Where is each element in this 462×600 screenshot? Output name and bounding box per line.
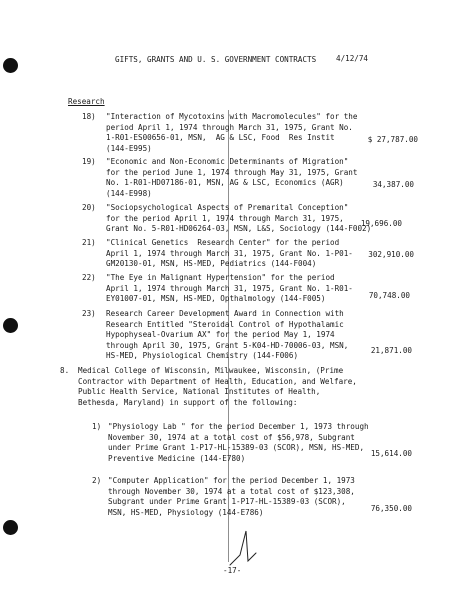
section-line: Bethesda, Maryland) in support of the following: <box>78 397 298 407</box>
item-line: Grant No. 5-R01-HD06264-03, MSN, L&S, Sociology (144-F002) <box>106 224 372 234</box>
item-amount: 70,748.00 <box>368 291 410 300</box>
subitem-number: 2) <box>92 476 102 485</box>
punch-hole-middle <box>3 318 18 333</box>
item-line: 1-R01-ES00656-01, MSN, AG & LSC, Food Res Instit <box>106 133 335 143</box>
item-line: April 1, 1974 through March 31, 1975, Grant No. 1-R01- <box>106 283 353 293</box>
subitem-line: "Computer Application" for the period December 1, 1973 <box>108 476 355 485</box>
item-line: No. 1-R01-HD07186-01, MSN, AG & LSC, Economics (AGR) <box>106 178 344 188</box>
item-line: (144-E998) <box>106 188 152 198</box>
subitem-amount: 15,614.00 <box>370 449 412 458</box>
subitem-line: "Physiology Lab " for the period December 1, 1973 through <box>108 422 369 431</box>
item-line: HS-MED, Physiological Chemistry (144-F006) <box>106 351 299 361</box>
item-number: 22) <box>82 273 96 282</box>
item-line: "Clinical Genetics Research Center" for the period <box>106 238 340 247</box>
section-line: Public Health Service, National Institutes of Health, <box>78 387 321 397</box>
item-line: Hypophyseal-Ovarium AX" for the period May 1, 1974 <box>106 330 335 340</box>
document-date: 4/12/74 <box>336 54 369 63</box>
item-line: "The Eye in Malignant Hypertension" for the period <box>106 273 335 282</box>
section-number: 8. <box>60 366 70 375</box>
section-line: Medical College of Wisconsin, Milwaukee, Wisconsin, (Prime <box>78 366 344 375</box>
punch-hole-bottom <box>3 520 18 535</box>
pen-scribble-mark <box>226 525 266 570</box>
section-line: Contractor with Department of Health, Education, and Welfare, <box>78 376 357 386</box>
subitem-amount: 76,350.00 <box>370 504 412 513</box>
section-title: Research <box>68 97 105 106</box>
item-line: "Sociopsychological Aspects of Premarital Conception" <box>106 203 349 212</box>
item-line: EY01007-01, MSN, HS-MED, Opthalmology (144-F005) <box>106 294 326 304</box>
item-amount: 21,871.00 <box>370 346 412 355</box>
item-line: GM20130-01, MSN, HS-MED, Pediatrics (144-F004) <box>106 259 317 269</box>
item-line: period April 1, 1974 through March 31, 1975, Grant No. <box>106 122 353 132</box>
subitem-line: under Prime Grant 1-P17-HL-15389-03 (SCOR), MSN, HS-MED, <box>108 443 365 453</box>
item-line: (144-E995) <box>106 143 152 153</box>
subitem-line: November 30, 1974 at a total cost of $56,978, Subgrant <box>108 432 355 442</box>
item-line: "Economic and Non-Economic Determinants of Migration" <box>106 157 349 166</box>
punch-hole-top <box>3 58 18 73</box>
item-number: 21) <box>82 238 96 247</box>
subitem-line: Preventive Medicine (144-E780) <box>108 453 246 463</box>
item-amount: $ 27,787.00 <box>367 135 418 144</box>
page-number: -17- <box>223 566 242 575</box>
document-title: GIFTS, GRANTS AND U. S. GOVERNMENT CONTRACTS <box>115 55 317 64</box>
item-line: Research Entitled "Steroidal Control of Hypothalamic <box>106 319 344 329</box>
subitem-line: through November 30, 1974 at a total cost of $123,308, <box>108 486 355 496</box>
item-amount: 19,696.00 <box>360 219 402 228</box>
item-line: for the period June 1, 1974 through May 31, 1975, Grant <box>106 167 358 177</box>
item-line: April 1, 1974 through March 31, 1975, Grant No. 1-P01- <box>106 248 353 258</box>
subitem-line: MSN, HS-MED, Physiology (144-E786) <box>108 507 264 517</box>
item-line: through April 30, 1975, Grant 5-K04-HD-70006-03, MSN, <box>106 340 349 350</box>
item-number: 19) <box>82 157 96 166</box>
item-line: "Interaction of Mycotoxins with Macromolecules" for the <box>106 112 358 121</box>
item-number: 20) <box>82 203 96 212</box>
item-amount: 34,387.00 <box>372 180 414 189</box>
item-amount: 302,910.00 <box>368 250 414 259</box>
subitem-number: 1) <box>92 422 102 431</box>
subitem-line: Subgrant under Prime Grant 1-P17-HL-15389-03 (SCOR), <box>108 497 346 507</box>
item-number: 18) <box>82 112 96 121</box>
item-number: 23) <box>82 309 96 318</box>
item-line: for the period April 1, 1974 through March 31, 1975, <box>106 213 344 223</box>
item-line: Research Career Development Award in Connection with <box>106 309 344 318</box>
